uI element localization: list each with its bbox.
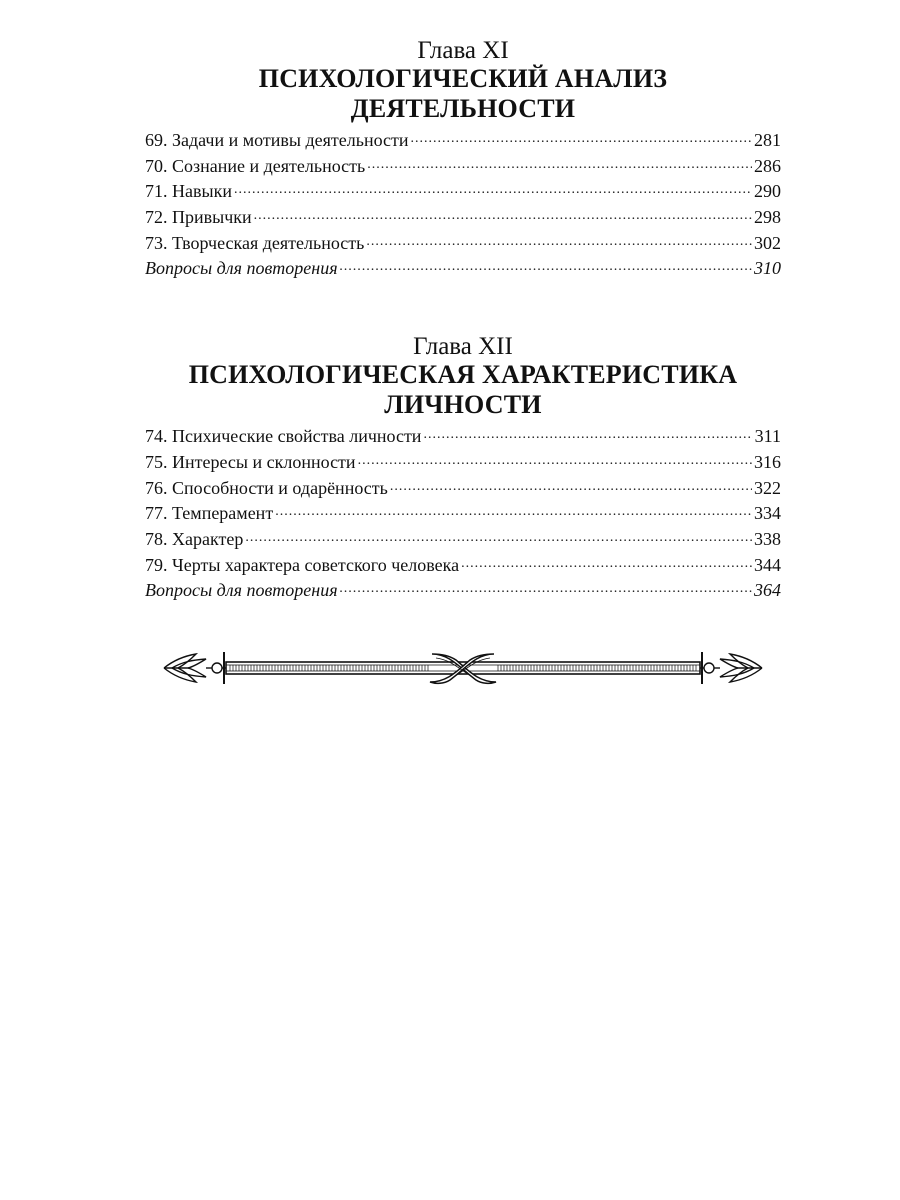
toc-review-entry[interactable] [145,578,781,604]
toc-entry-page: 310 [754,258,781,279]
toc-entry-title: 69. Задачи и мотивы деятельности [145,130,409,150]
section-gap [145,282,781,334]
dot-leader [245,527,752,545]
toc-entry-title: Вопросы для повторения [145,258,338,279]
dot-leader [254,205,752,223]
dot-leader [367,154,752,172]
table-of-contents [145,38,781,604]
dot-leader [411,128,752,146]
toc-entry-title: 73. Творческая деятельность [145,232,365,253]
toc-entry-title: 78. Характер [145,528,244,549]
chapter-label: Глава XI [417,37,509,64]
chapter-12 [145,334,781,420]
toc-entry-title: 79. Черты характера советского человека [145,554,460,575]
toc-entry-page: 322 [754,477,781,498]
toc-entry-page: 290 [754,181,781,202]
toc-entry[interactable] [145,231,781,257]
chapter-label: Глава XII [413,333,513,361]
toc-list-chapter-12 [145,424,781,604]
toc-entry-page: 302 [754,232,781,253]
toc-entry-page: 298 [754,207,781,228]
toc-entry-title: 70. Сознание и деятельность [145,155,366,176]
chapter-11 [145,38,781,124]
dot-leader [423,424,752,442]
toc-entry-page: 364 [754,580,781,601]
toc-review-entry[interactable] [145,256,781,282]
toc-entry-title: 71. Навыки [145,181,232,202]
dot-leader [340,256,752,274]
toc-entry-title: Вопросы для повторения [145,580,338,601]
toc-entry[interactable] [145,501,781,527]
toc-entry-page: 344 [754,554,781,575]
decorative-divider-icon [160,646,766,690]
toc-entry[interactable] [145,128,781,154]
toc-entry[interactable] [145,205,781,231]
chapter-title-line: ДЕЯТЕЛЬНОСТИ [350,94,576,123]
toc-entry[interactable] [145,154,781,180]
toc-entry[interactable] [145,476,781,502]
toc-entry-title: 77. Темперамент [145,503,274,524]
chapter-title-line: ЛИЧНОСТИ [384,390,542,420]
dot-leader [461,553,752,571]
toc-entry[interactable] [145,450,781,476]
toc-entry-title: 72. Привычки [145,207,252,228]
toc-entry[interactable] [145,527,781,553]
toc-list-chapter-11 [145,128,781,282]
toc-entry-page: 281 [754,130,781,150]
dot-leader [358,450,752,468]
toc-entry-page: 311 [754,426,781,447]
dot-leader [340,578,752,596]
dot-leader [234,179,752,197]
toc-entry-title: 75. Интересы и склонности [145,451,356,472]
chapter-title-line: ПСИХОЛОГИЧЕСКИЙ АНАЛИЗ [258,64,668,93]
toc-entry[interactable] [145,424,781,450]
toc-entry[interactable] [145,179,781,205]
toc-entry-title: 74. Психические свойства личности [145,426,422,447]
dot-leader [390,476,752,494]
chapter-title [145,64,781,124]
toc-entry-title: 76. Способности и одарённость [145,477,388,498]
chapter-title [145,360,781,420]
toc-entry[interactable] [145,553,781,579]
dot-leader [275,501,752,519]
toc-entry-page: 316 [754,451,781,472]
toc-entry-page: 286 [754,155,781,176]
chapter-title-line: ПСИХОЛОГИЧЕСКАЯ ХАРАКТЕРИСТИКА [188,360,738,390]
toc-entry-page: 338 [754,528,781,549]
dot-leader [366,231,752,249]
toc-entry-page: 334 [754,503,781,524]
